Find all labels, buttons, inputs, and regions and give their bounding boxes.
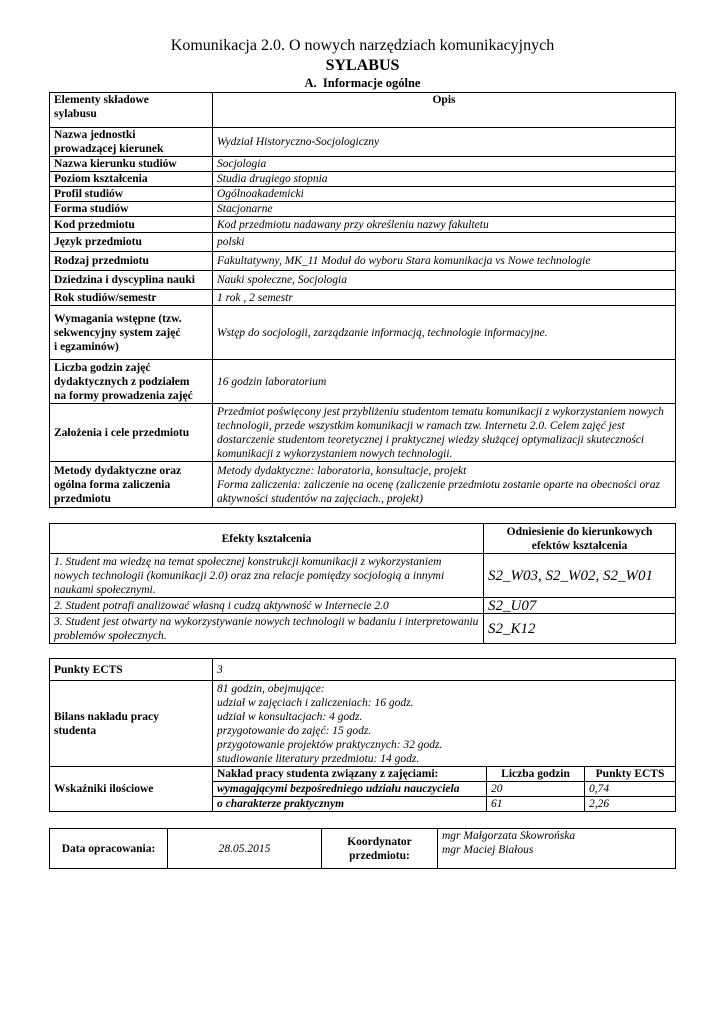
row-label: Wymagania wstępne (tzw. sekwencyjny system zajęć i egzaminów) — [50, 306, 213, 360]
row-value: Studia drugiego stopnia — [213, 172, 676, 187]
outcome-reference: S2_W03, S2_W02, S2_W01 — [484, 554, 676, 598]
ects-table — [49, 658, 676, 812]
row-value: Stacjonarne — [213, 202, 676, 217]
row-value: polski — [213, 233, 676, 252]
outcome-effect: 1. Student ma wiedzę na temat społecznej konstrukcji komunikacji z wykorzystaniem nowych technologii (komunikacji 2.0) oraz zna relacje pomiędzy socjologią a innymi naukami społecznymi. — [50, 554, 484, 598]
date-value: 28.05.2015 — [168, 829, 322, 869]
row-label: Założenia i cele przedmiotu — [50, 404, 213, 462]
row-value: 1 rok , 2 semestr — [213, 290, 676, 306]
workload-label: Bilans nakładu pracy studenta — [50, 681, 213, 767]
indicator-name: o charakterze praktycznym — [213, 797, 487, 812]
indicators-header-points: Punkty ECTS — [585, 767, 676, 782]
course-title: Komunikacja 2.0. O nowych narzędziach komunikacyjnych — [170, 37, 555, 54]
row-value: Socjologia — [213, 157, 676, 172]
indicator-hours: 20 — [487, 782, 585, 797]
general-info-table — [49, 92, 676, 508]
row-label: Rodzaj przedmiotu — [50, 252, 213, 271]
coordinator-names: mgr Małgorzata Skowrońska mgr Maciej Białous — [438, 829, 676, 869]
footer-table — [49, 828, 676, 869]
row-value: Wstęp do socjologii, zarządzanie informacją, technologie informacyjne. — [213, 306, 676, 360]
header-effects: Efekty kształcenia — [50, 524, 484, 554]
date-label: Data opracowania: — [50, 829, 168, 869]
row-label: Forma studiów — [50, 202, 213, 217]
header-elements: Elementy składowe sylabusu — [50, 93, 213, 128]
outcome-effect: 3. Student jest otwarty na wykorzystywanie nowych technologii w badaniu i interpretowaniu problemów społecznych. — [50, 614, 484, 644]
indicator-hours: 61 — [487, 797, 585, 812]
section-a-heading: A. Informacje ogólne — [304, 76, 421, 90]
row-value: Przedmiot poświęcony jest przybliżeniu studentom tematu komunikacji z wykorzystaniem nowych technologii, przede wszystkim komunikacji w ramach tzw. Internetu 2.0. Celem zajęć jest dostarczenie studentom teoretycznej i praktycznej wiedzy służącej optymalizacji skuteczności komunikacji z wykorzystaniem nowych technologii. — [213, 404, 676, 462]
row-label: Liczba godzin zajęć dydaktycznych z podziałem na formy prowadzenia zajęć — [50, 360, 213, 404]
outcome-effect: 2. Student potrafi analizować własną i cudzą aktywność w Internecie 2.0 — [50, 598, 484, 614]
indicators-label: Wskaźniki ilościowe — [50, 767, 213, 812]
row-value: Wydział Historyczno-Socjologiczny — [213, 128, 676, 157]
row-value: Kod przedmiotu nadawany przy określeniu nazwy fakultetu — [213, 217, 676, 233]
outcome-reference: S2_U07 — [484, 598, 676, 614]
indicator-name: wymagającymi bezpośredniego udziału nauczyciela — [213, 782, 487, 797]
ects-value: 3 — [213, 659, 676, 681]
row-value: Nauki społeczne, Socjologia — [213, 271, 676, 290]
row-label: Nazwa jednostki prowadzącej kierunek — [50, 128, 213, 157]
row-label: Dziedzina i dyscyplina nauki — [50, 271, 213, 290]
row-label: Kod przedmiotu — [50, 217, 213, 233]
outcomes-table — [49, 523, 676, 644]
ects-label: Punkty ECTS — [50, 659, 213, 681]
row-label: Rok studiów/semestr — [50, 290, 213, 306]
indicator-points: 0,74 — [585, 782, 676, 797]
header-description: Opis — [213, 93, 676, 128]
row-label: Język przedmiotu — [50, 233, 213, 252]
row-label: Poziom kształcenia — [50, 172, 213, 187]
row-value: Metody dydaktyczne: laboratoria, konsultacje, projekt Forma zaliczenia: zaliczenie na ocenę (zaliczenie przedmiotu zostanie oparte na obecności oraz aktywności studentów na zajęciach., projekt) — [213, 462, 676, 508]
workload-value: 81 godzin, obejmujące: udział w zajęciach i zaliczeniach: 16 godz. udział w konsultacjach: 4 godz. przygotowanie do zajęć: 15 godz. przygotowanie projektów praktycznych: 32 godz. studiowanie literatury przedmiotu: 14 godz. — [213, 681, 676, 767]
header-reference: Odniesienie do kierunkowych efektów kształcenia — [484, 524, 676, 554]
outcome-reference: S2_K12 — [484, 614, 676, 644]
indicators-header-hours: Liczba godzin — [487, 767, 585, 782]
indicators-header-workload: Nakład pracy studenta związany z zajęciami: — [213, 767, 487, 782]
coordinator-label: Koordynator przedmiotu: — [322, 829, 438, 869]
row-value: Fakultatywny, MK_11 Moduł do wyboru Stara komunikacja vs Nowe technologie — [213, 252, 676, 271]
row-label: Nazwa kierunku studiów — [50, 157, 213, 172]
indicator-points: 2,26 — [585, 797, 676, 812]
row-value: 16 godzin laboratorium — [213, 360, 676, 404]
row-value: Ogólnoakademicki — [213, 187, 676, 202]
row-label: Metody dydaktyczne oraz ogólna forma zaliczenia przedmiotu — [50, 462, 213, 508]
row-label: Profil studiów — [50, 187, 213, 202]
document-type: SYLABUS — [325, 57, 400, 74]
